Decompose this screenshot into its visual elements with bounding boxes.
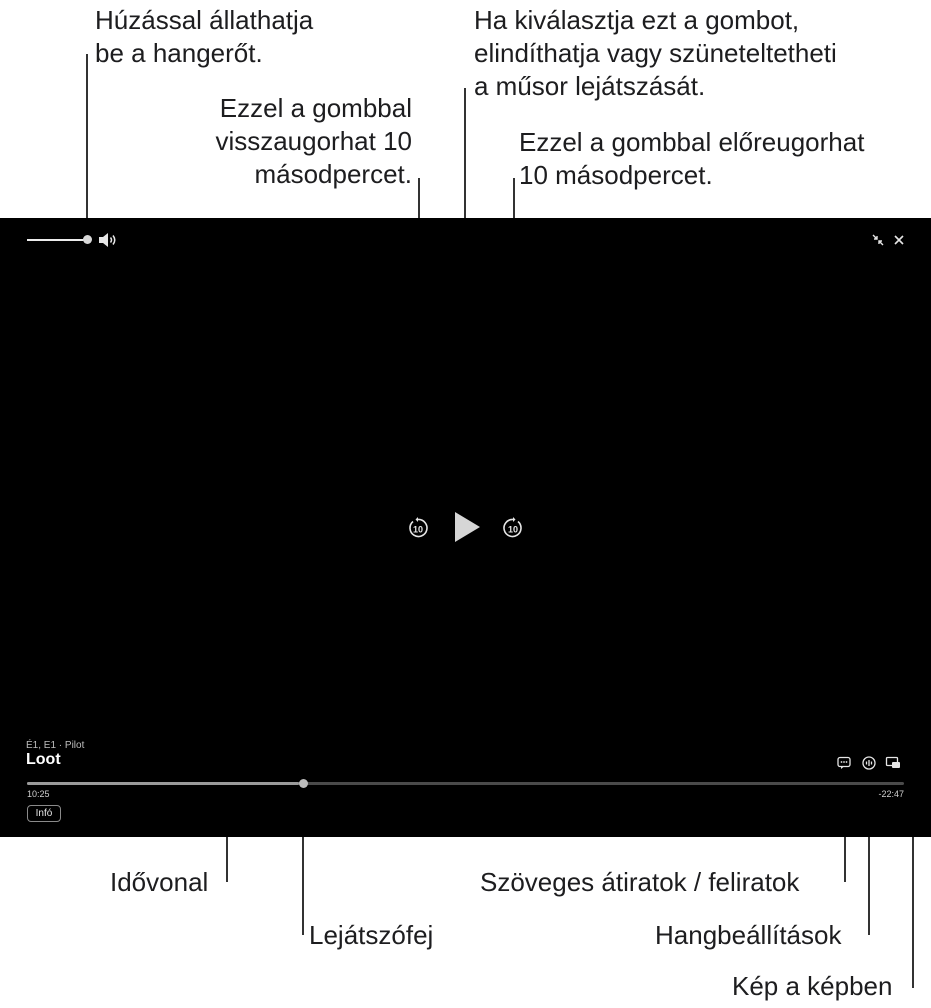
play-icon bbox=[452, 509, 482, 545]
minimize-icon[interactable] bbox=[870, 232, 886, 248]
video-player[interactable] bbox=[0, 218, 931, 837]
elapsed-time: 10:25 bbox=[27, 789, 50, 799]
timeline-elapsed bbox=[27, 782, 299, 785]
skip-forward-button[interactable] bbox=[501, 516, 525, 545]
volume-slider-fill bbox=[27, 239, 83, 241]
audio-callout: Hangbeállítások bbox=[655, 920, 842, 950]
subtitles-icon[interactable] bbox=[836, 755, 852, 771]
playhead-callout: Lejátszófej bbox=[309, 920, 434, 950]
show-title: Loot bbox=[26, 751, 61, 768]
remaining-time: -22:47 bbox=[878, 789, 904, 799]
skip-back-callout: Ezzel a gombbal visszaugorhat 10 másodpercet. bbox=[215, 93, 412, 189]
timeline-callout: Idővonal bbox=[110, 867, 209, 897]
volume-callout: Húzással állathatja be a hangerőt. bbox=[95, 5, 314, 68]
pip-icon[interactable] bbox=[885, 755, 901, 771]
pip-callout: Kép a képben bbox=[732, 971, 893, 1001]
volume-slider-handle[interactable] bbox=[83, 235, 92, 244]
volume-slider-track[interactable] bbox=[27, 239, 87, 241]
play-callout: Ha kiválasztja ezt a gombot, elindíthatja vagy szüneteltetheti a műsor lejátszását. bbox=[474, 5, 837, 101]
speaker-icon[interactable] bbox=[97, 231, 119, 249]
skip-back-label: 10 bbox=[412, 524, 424, 535]
volume-leader bbox=[86, 54, 88, 238]
close-icon[interactable] bbox=[891, 232, 907, 248]
skip-forward-icon bbox=[501, 516, 525, 540]
skip-back-icon bbox=[406, 516, 430, 540]
skip-forward-callout: Ezzel a gombbal előreugorhat 10 másodpercet. bbox=[519, 127, 865, 190]
skip-back-button[interactable] bbox=[406, 516, 430, 545]
play-button[interactable] bbox=[452, 509, 482, 550]
info-button[interactable]: Infó bbox=[27, 805, 61, 822]
subtitles-callout: Szöveges átiratok / feliratok bbox=[480, 867, 800, 897]
episode-subtitle: É1, E1 · Pilot bbox=[26, 740, 85, 751]
skip-forward-label: 10 bbox=[507, 524, 519, 535]
timeline[interactable] bbox=[27, 782, 904, 785]
playhead[interactable] bbox=[299, 779, 308, 788]
audio-icon[interactable] bbox=[861, 755, 877, 771]
